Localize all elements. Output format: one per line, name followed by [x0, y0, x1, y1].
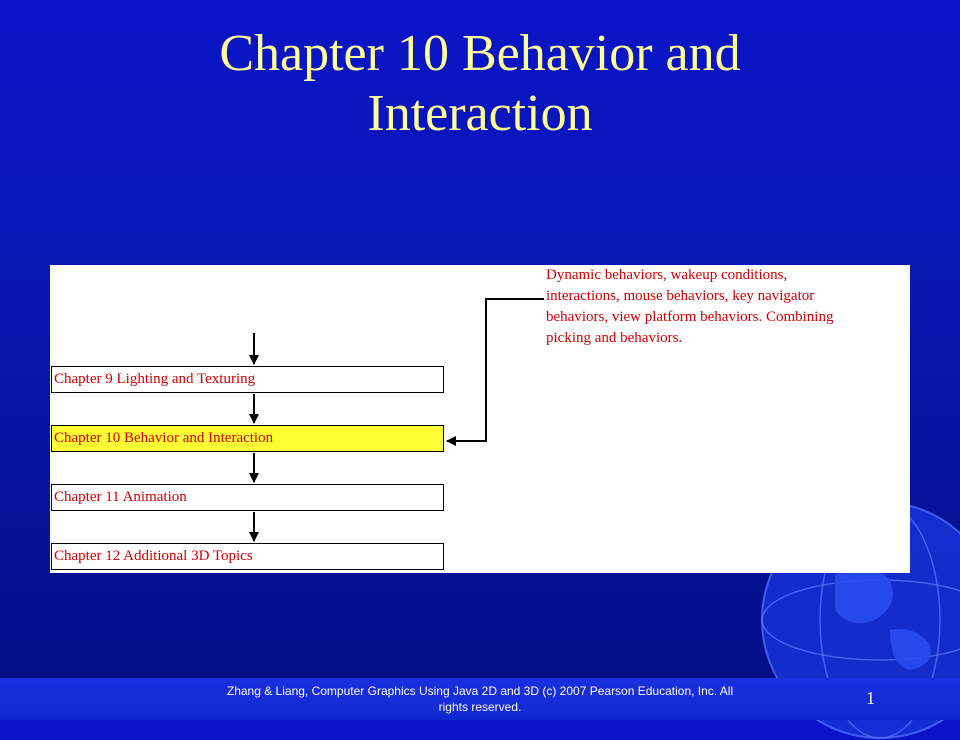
page-title: [130, 24, 830, 144]
footer-line-1: Zhang & Liang, Computer Graphics Using Java 2D and 3D (c) 2007 Pearson Education, Inc. All: [226, 684, 734, 698]
footer-line-2: rights reserved.: [438, 700, 522, 714]
chapter-description: [546, 265, 908, 349]
description-line: Dynamic behaviors, wakeup conditions,: [546, 267, 788, 283]
title-line-2: Interaction: [367, 85, 593, 142]
footer-copyright: [180, 683, 780, 715]
chapter-box-9: Chapter 9 Lighting and Texturing: [51, 366, 444, 393]
title-line-1: Chapter 10 Behavior and: [219, 25, 741, 82]
description-line: behaviors, view platform behaviors. Combining: [546, 309, 834, 325]
chapter-box-10-current: Chapter 10 Behavior and Interaction: [51, 425, 444, 452]
chapter-box-12: Chapter 12 Additional 3D Topics: [51, 543, 444, 570]
description-line: interactions, mouse behaviors, key navigator: [546, 288, 815, 304]
chapter-box-11: Chapter 11 Animation: [51, 484, 444, 511]
page-number: 1: [866, 688, 875, 708]
arrow-description-to-ch10: [447, 299, 544, 441]
chapter-flow-diagram: [50, 265, 910, 573]
description-line: picking and behaviors.: [546, 330, 683, 346]
